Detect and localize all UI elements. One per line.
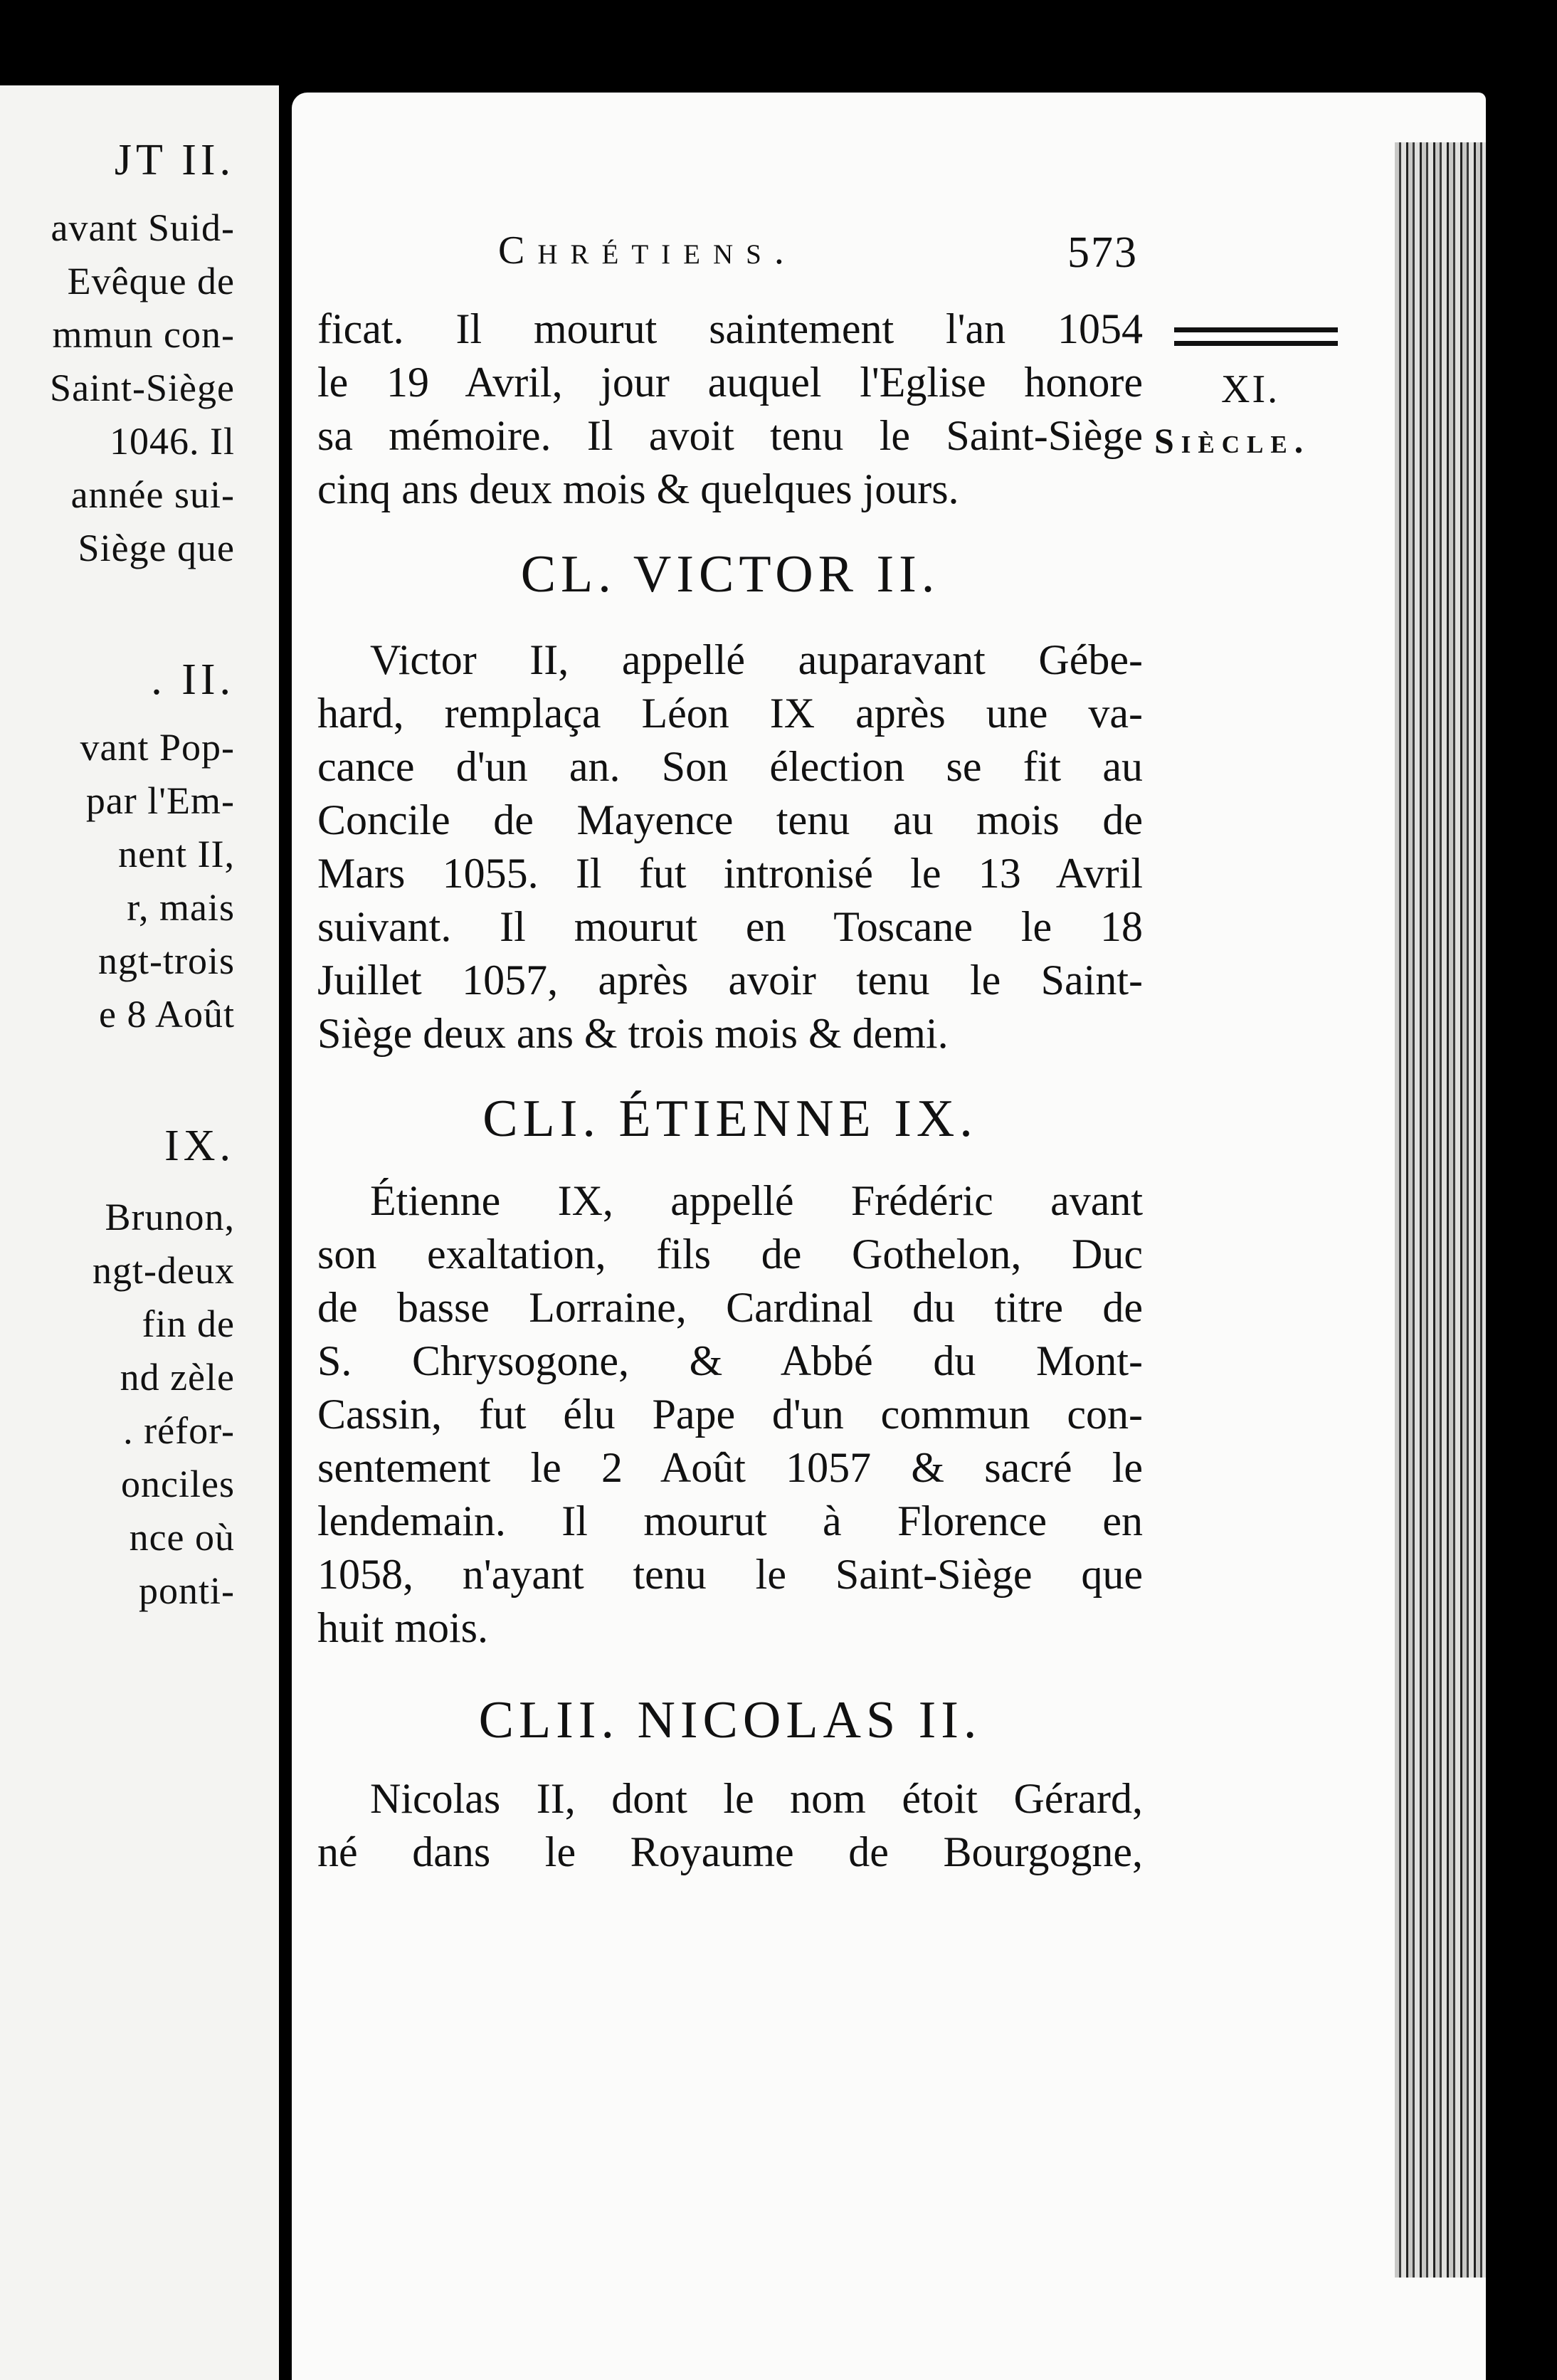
left-line: mmun con- bbox=[52, 313, 235, 356]
margin-century: XI. bbox=[1221, 367, 1280, 411]
page-number: 573 bbox=[1067, 228, 1138, 277]
text-line: sa mémoire. Il avoit tenu le Saint-Siège bbox=[317, 412, 1143, 459]
text-line: cinq ans deux mois & quelques jours. bbox=[317, 465, 959, 512]
text-line: S. Chrysogone, & Abbé du Mont- bbox=[317, 1337, 1143, 1384]
text-line: huit mois. bbox=[317, 1604, 489, 1651]
text-line: Mars 1055. Il fut intronisé le 13 Avril bbox=[317, 850, 1143, 897]
page-edges bbox=[1395, 142, 1486, 2278]
left-line: avant Suid- bbox=[51, 206, 235, 249]
left-line: année sui- bbox=[70, 473, 235, 516]
text-line: Cassin, fut élu Pape d'un commun con- bbox=[317, 1391, 1143, 1438]
text-line: de basse Lorraine, Cardinal du titre de bbox=[317, 1284, 1143, 1331]
text-line: lendemain. Il mourut à Florence en bbox=[317, 1497, 1143, 1544]
text-line: hard, remplaça Léon IX après une va- bbox=[317, 690, 1143, 737]
text-line: ficat. Il mourut saintement l'an 1054 bbox=[317, 305, 1143, 352]
left-line: ponti- bbox=[139, 1569, 235, 1612]
left-line: ngt-deux bbox=[93, 1249, 235, 1292]
left-line: IX. bbox=[164, 1122, 235, 1170]
left-line: JT II. bbox=[114, 136, 235, 184]
text-line: son exaltation, fils de Gothelon, Duc bbox=[317, 1231, 1143, 1278]
previous-page-fragment bbox=[0, 85, 286, 2380]
text-line: cance d'un an. Son élection se fit au bbox=[317, 743, 1143, 790]
left-line: . réfor- bbox=[123, 1409, 235, 1452]
left-line: nd zèle bbox=[120, 1356, 235, 1399]
text-line: Étienne IX, appellé Frédéric avant bbox=[370, 1177, 1143, 1224]
book-gutter bbox=[279, 0, 293, 2380]
text-line: Siège deux ans & trois mois & demi. bbox=[317, 1010, 949, 1057]
left-line: . II. bbox=[151, 655, 235, 704]
left-line: fin de bbox=[142, 1302, 235, 1345]
section-heading: CL. VICTOR II. bbox=[520, 545, 940, 604]
section-heading: CLI. ÉTIENNE IX. bbox=[482, 1090, 978, 1148]
left-line: Brunon, bbox=[105, 1196, 235, 1238]
left-line: 1046. Il bbox=[110, 420, 235, 463]
left-line: nent II, bbox=[118, 833, 235, 875]
text-line: le 19 Avril, jour auquel l'Eglise honore bbox=[317, 359, 1143, 406]
left-line: Siège que bbox=[78, 527, 235, 569]
text-line: Victor II, appellé auparavant Gébe- bbox=[370, 636, 1143, 683]
text-line: Nicolas II, dont le nom étoit Gérard, bbox=[370, 1775, 1143, 1822]
left-line: par l'Em- bbox=[85, 779, 235, 822]
text-line: Juillet 1057, après avoir tenu le Saint- bbox=[317, 957, 1143, 1004]
left-line: vant Pop- bbox=[80, 726, 235, 769]
left-line: onciles bbox=[121, 1463, 235, 1505]
text-line: suivant. Il mourut en Toscane le 18 bbox=[317, 903, 1143, 950]
left-line: Saint-Siège bbox=[50, 367, 235, 409]
left-line: e 8 Août bbox=[99, 993, 235, 1036]
text-line: sentement le 2 Août 1057 & sacré le bbox=[317, 1444, 1143, 1491]
margin-siecle: Siècle. bbox=[1154, 421, 1311, 460]
section-heading: CLII. NICOLAS II. bbox=[478, 1691, 982, 1749]
running-head: Chrétiens. bbox=[498, 228, 797, 273]
text-line: 1058, n'ayant tenu le Saint-Siège que bbox=[317, 1551, 1143, 1598]
left-line: nce où bbox=[129, 1516, 235, 1559]
left-line: ngt-trois bbox=[98, 939, 235, 982]
left-line: Evêque de bbox=[67, 260, 235, 302]
text-line: Concile de Mayence tenu au mois de bbox=[317, 796, 1143, 843]
text-line: né dans le Royaume de Bourgogne, bbox=[317, 1828, 1143, 1875]
left-line: r, mais bbox=[127, 886, 235, 929]
margin-rule bbox=[1174, 327, 1338, 346]
